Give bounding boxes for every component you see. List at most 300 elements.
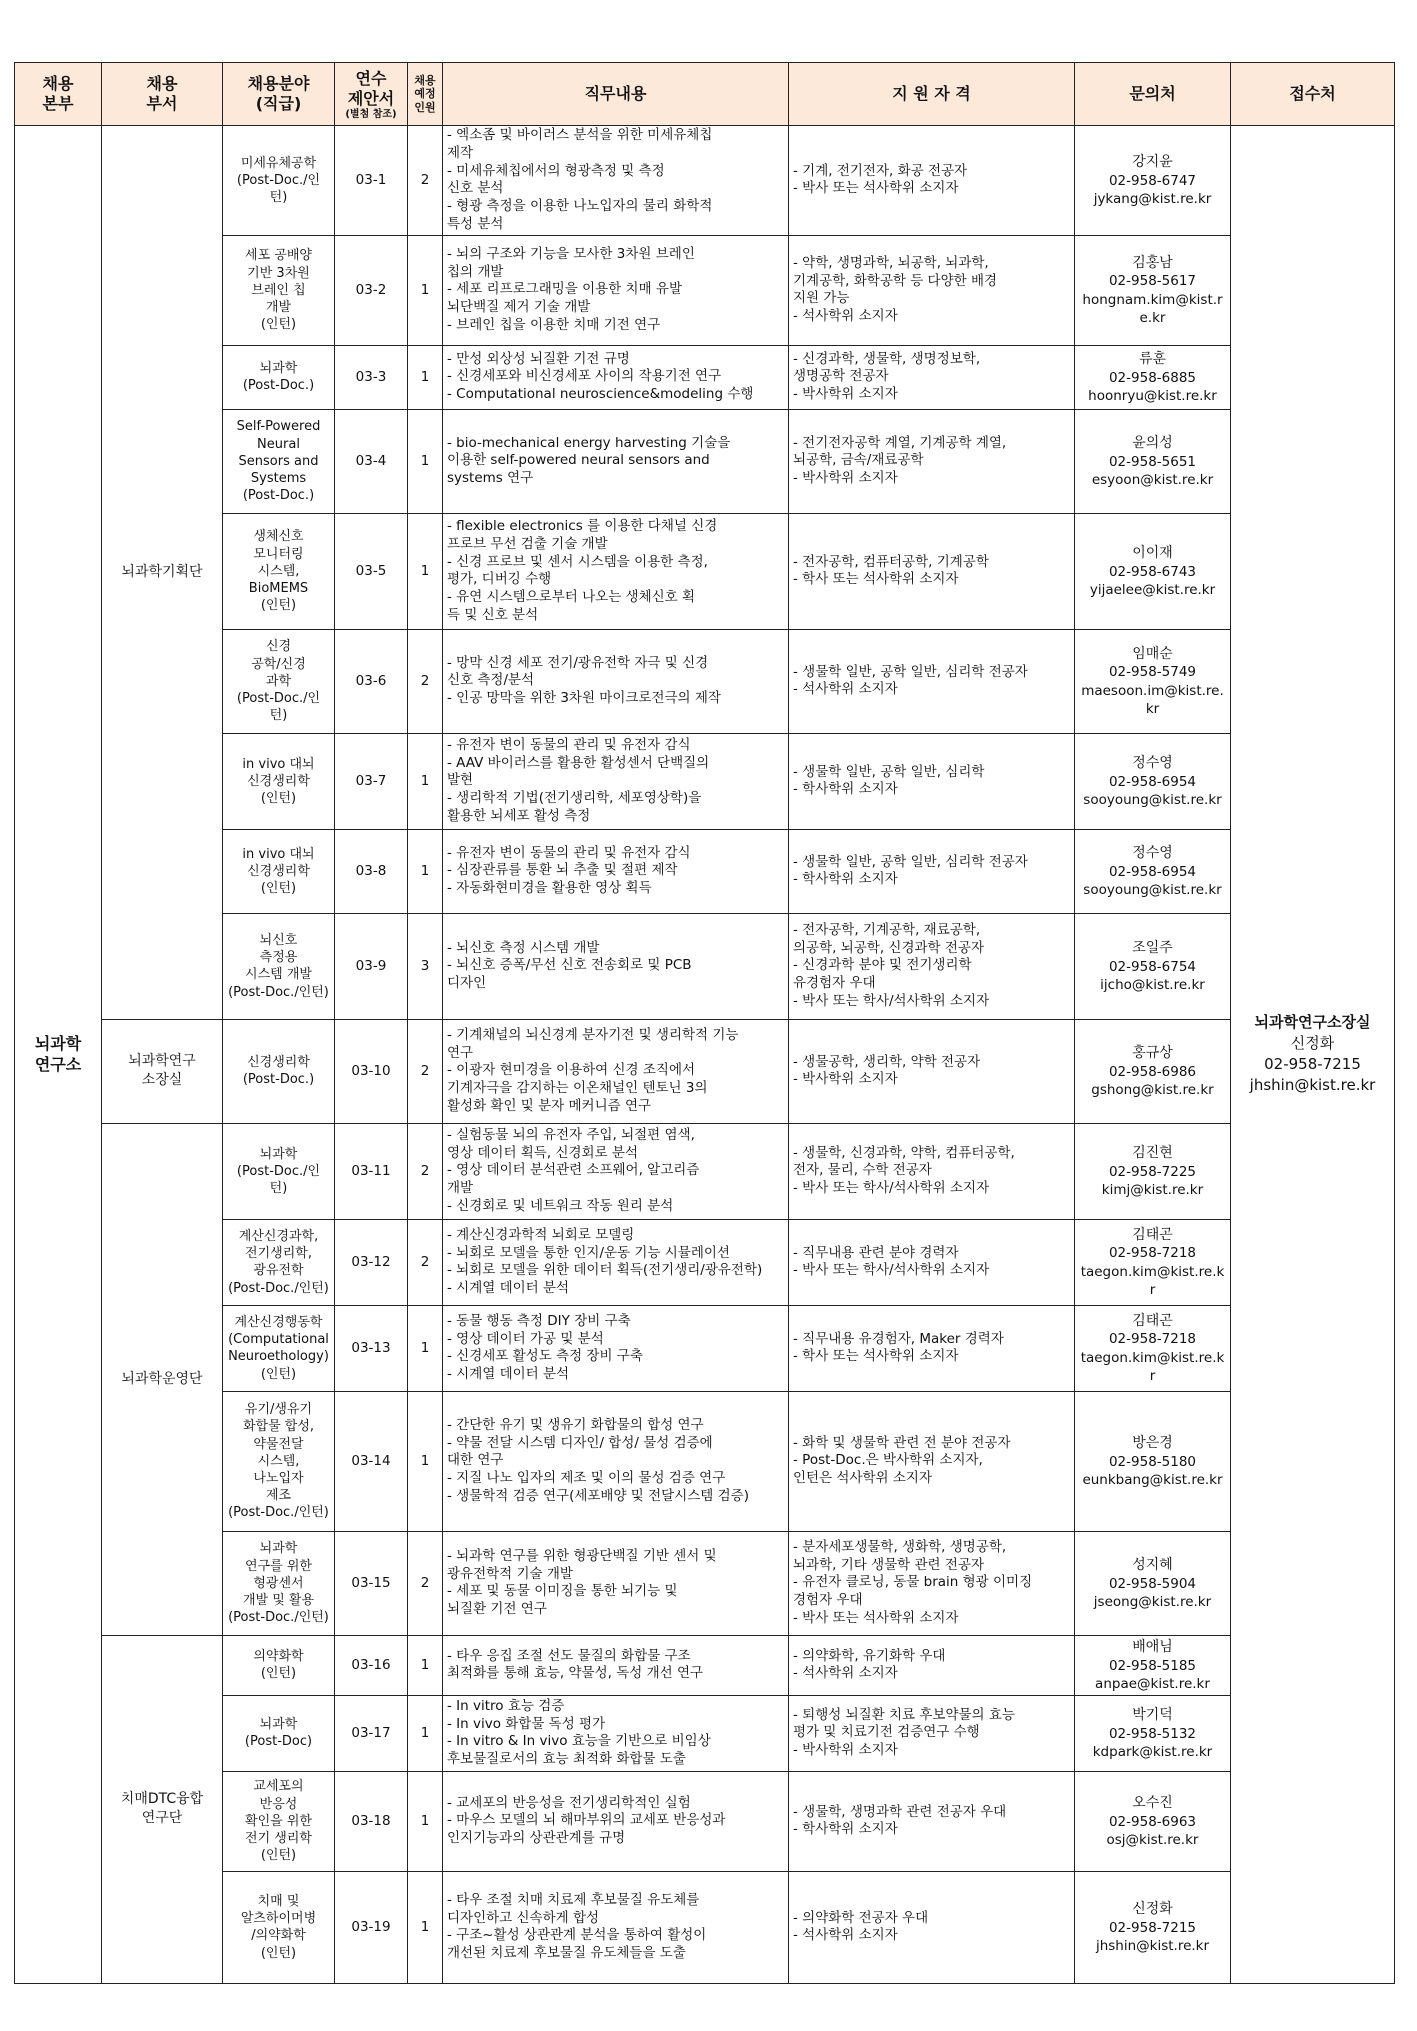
qualification-item: - 생물학 일반, 공학 일반, 심리학 전공자 [793,853,1028,870]
duties-cell [443,1635,789,1695]
qualifications-cell [789,1635,1075,1695]
field-cell [223,126,335,236]
duty-item: - 실험동물 뇌의 유전자 주입, 뇌절편 염색, 영상 데이터 획득, 신경회로 분석 [447,1126,695,1161]
header-proposal: 연수 제안서 (별첨 참조) [335,63,408,126]
duty-item: - 타우 조절 치매 치료제 후보물질 유도체를 디자인하고 신속하게 합성 [447,1891,700,1926]
qualification-item: - 박사 또는 석사학위 소지자 [793,180,959,197]
hq-label: 뇌과학 연구소 [34,1033,82,1075]
field-cell [223,629,335,733]
contact-email: gshong@kist.re.kr [1091,1081,1214,1098]
qualification-item: - 기계, 전기전자, 화공 전공자 [793,162,968,179]
duty-item: - 미세유체칩에서의 형광측정 및 측정 신호 분석 [447,162,665,197]
field-label: 교세포의 반응성 확인을 위한 전기 생리학 (인턴) [245,1779,312,1864]
hire-count: 1 [408,1391,443,1531]
contact-phone: 02-958-5185 [1108,1657,1197,1674]
hire-count: 1 [408,1871,443,1983]
duty-item: - 신경회로 및 네트워크 작동 원리 분석 [447,1198,674,1215]
contact-email: sooyoung@kist.re.kr [1083,791,1222,808]
field-cell [223,1531,335,1635]
duty-item: - bio-mechanical energy harvesting 기술을 이용한 self-powered neural sensors and systems 연구 [447,434,731,487]
duty-item: - In vivo 화합물 독성 평가 [447,1715,606,1732]
header-receipt: 접수처 [1231,63,1395,126]
contact-phone: 02-958-5651 [1108,453,1197,470]
duty-item: - 유연 시스템으로부터 나오는 생체신호 획 득 및 신호 분석 [447,589,696,623]
contact-email: hongnam.kim@kist.re.kr [1082,291,1223,326]
duty-item: - 심장관류를 통환 뇌 추출 및 절편 제작 [447,862,678,879]
contact-email: jykang@kist.re.kr [1093,190,1212,207]
contact-name: 방은경 [1132,1434,1173,1451]
hire-count: 1 [408,733,443,829]
hire-count: 1 [408,1635,443,1695]
field-label: 미세유체공학 (Post-Doc./인 턴) [236,155,321,206]
contact-name: 이이재 [1132,544,1173,561]
field-cell [223,1219,335,1305]
contact-email: jseong@kist.re.kr [1093,1593,1212,1610]
contact-phone: 02-958-7218 [1108,1331,1197,1348]
field-cell [223,345,335,409]
duties-cell [443,1391,789,1531]
field-cell [223,913,335,1019]
contact-email: sooyoung@kist.re.kr [1083,881,1222,898]
table-row [15,1019,1395,1123]
qualifications-cell [789,409,1075,513]
qualification-item: - 퇴행성 뇌질환 치료 후보약물의 효능 평가 및 치료기전 검증연구 수행 [793,1706,1015,1741]
duty-item: - flexible electronics 를 이용한 다채널 신경 프로브 무선 검출 기술 개발 [447,517,718,552]
proposal-code: 03-15 [335,1531,408,1635]
proposal-code: 03-2 [335,235,408,345]
hire-count: 1 [408,1695,443,1771]
hire-count: 1 [408,1771,443,1871]
proposal-code: 03-3 [335,345,408,409]
hire-count: 2 [408,629,443,733]
field-label: 계산신경과학, 전기생리학, 광유전학 (Post-Doc./인턴) [228,1229,329,1296]
proposal-code: 03-1 [335,126,408,236]
field-label: 뇌과학 (Post-Doc) [244,1717,313,1750]
field-label: 뇌과학 연구를 위한 형광센서 개발 및 활용 (Post-Doc./인턴) [228,1541,329,1626]
table-row [15,1123,1395,1219]
contact-cell [1075,1305,1231,1391]
proposal-code: 03-9 [335,913,408,1019]
qualification-item: - 생물학 일반, 공학 일반, 심리학 [793,763,985,780]
qualification-item: - 학사 또는 석사학위 소지자 [793,571,959,588]
qualification-item: - 학사학위 소지자 [793,1821,898,1838]
qualifications-cell [789,1771,1075,1871]
duty-item: - 인공 망막을 위한 3차원 마이크로전극의 제작 [447,690,721,707]
hire-count: 2 [408,1123,443,1219]
header-field: 채용분야 (직급) [223,63,335,126]
duty-item: - 뇌신호 측정 시스템 개발 [447,939,600,956]
field-label: in vivo 대뇌 신경생리학 (인턴) [242,756,315,806]
duty-item: - 생물학적 검증 연구(세포배양 및 전달시스템 검증) [447,1488,749,1505]
duty-item: - 기계채널의 뇌신경계 분자기전 및 생리학적 기능 연구 [447,1026,739,1061]
dept-label: 뇌과학운영단 [121,1370,203,1387]
qualification-item: - 석사학위 소지자 [793,1665,898,1682]
qualification-item: - 생물학 일반, 공학 일반, 심리학 전공자 [793,663,1028,680]
contact-phone: 02-958-5180 [1108,1453,1197,1470]
duties-cell [443,1695,789,1771]
hire-count: 2 [408,1219,443,1305]
contact-phone: 02-958-7218 [1108,1245,1197,1262]
field-label: 뇌신호 측정용 시스템 개발 (Post-Doc./인턴) [228,933,329,1000]
duty-item: - 간단한 유기 및 생유기 화합물의 합성 연구 [447,1416,704,1433]
qualifications-cell [789,1219,1075,1305]
qualifications-cell [789,345,1075,409]
contact-name: 신정화 [1132,1900,1173,1917]
duties-cell [443,1871,789,1983]
duty-item: - 망막 신경 세포 전기/광유전학 자극 및 신경 신호 측정/분석 [447,654,709,689]
contact-email: ijcho@kist.re.kr [1100,976,1205,993]
proposal-code: 03-11 [335,1123,408,1219]
qualification-item: - 학사 또는 석사학위 소지자 [793,1348,959,1365]
dept-label: 뇌과학기획단 [121,563,203,580]
duties-cell [443,409,789,513]
duty-item: - 구조~활성 상관관계 분석을 통하여 활성이 개선된 치료제 후보물질 유도체들을 도출 [447,1927,707,1962]
contact-phone: 02-958-6954 [1108,773,1197,790]
proposal-code: 03-10 [335,1019,408,1123]
proposal-code: 03-16 [335,1635,408,1695]
contact-phone: 02-958-6986 [1108,1063,1197,1080]
duty-item: - In vitro & In vivo 효능을 기반으로 비임상 후보물질로서의 효능 최적화 화합물 도출 [447,1733,711,1768]
duty-item: - 교세포의 반응성을 전기생리학적인 실험 [447,1794,691,1811]
field-cell [223,1123,335,1219]
proposal-code: 03-4 [335,409,408,513]
duty-item: - 세포 및 동물 이미징을 통한 뇌기능 및 뇌질환 기전 연구 [447,1583,678,1618]
field-cell [223,829,335,913]
duty-item: - 타우 응집 조절 선도 물질의 화합물 구조 최적화를 통해 효능, 약물성, 독성 개선 연구 [447,1647,704,1682]
field-cell [223,733,335,829]
contact-name: 정수영 [1132,754,1173,771]
contact-phone: 02-958-6954 [1108,863,1197,880]
qualification-item: - 박사학위 소지자 [793,470,898,487]
contact-phone: 02-958-6743 [1108,563,1197,580]
header-hq: 채용 본부 [15,63,102,126]
duty-item: - 자동화현미경을 활용한 영상 획득 [447,880,652,897]
qualification-item: - 생물학, 신경과학, 약학, 컴퓨터공학, 전자, 물리, 수학 전공자 [793,1144,1015,1179]
proposal-code: 03-13 [335,1305,408,1391]
duty-item: - 약물 전달 시스템 디자인/ 합성/ 물성 검증에 대한 연구 [447,1434,713,1469]
field-label: Self-Powered Neural Sensors and Systems (Post-Doc.) [236,419,321,504]
contact-name: 윤의성 [1132,434,1173,451]
duty-item: - 신경세포 활성도 측정 장비 구축 [447,1348,643,1365]
header-count: 채용 예정 인원 [408,63,443,126]
contact-cell [1075,1871,1231,1983]
field-label: 의약화학 (인턴) [253,1649,304,1682]
qualification-item: - 분자세포생물학, 생화학, 생명공학, 뇌과학, 기타 생물학 관련 전공자 [793,1538,1007,1573]
qualification-item: - 박사 또는 학사/석사학위 소지자 [793,1180,990,1197]
contact-name: 임매순 [1132,645,1173,662]
contact-cell [1075,126,1231,236]
contact-cell [1075,409,1231,513]
field-cell [223,1771,335,1871]
duty-item: - 뇌과학 연구를 위한 형광단백질 기반 센서 및 광유전학적 기술 개발 [447,1547,717,1582]
hire-count: 1 [408,409,443,513]
duties-cell [443,1123,789,1219]
contact-phone: 02-958-6963 [1108,1813,1197,1830]
duties-cell [443,913,789,1019]
contact-name: 강지윤 [1132,153,1173,170]
duty-item: - 영상 데이터 분석관련 소프웨어, 알고리즘 개발 [447,1162,700,1197]
qualification-item: - 박사 또는 석사학위 소지자 [793,1610,959,1627]
contact-cell [1075,829,1231,913]
table-row [15,1635,1395,1695]
contact-cell [1075,1695,1231,1771]
dept-cell [102,1635,223,1983]
qualification-item: - Post-Doc.은 박사학위 소지자, 인턴은 석사학위 소지자 [793,1452,983,1487]
duty-item: - 뇌회로 모델을 위한 데이터 획득(전기생리/광유전학) [447,1262,763,1279]
field-cell [223,235,335,345]
contact-email: jhshin@kist.re.kr [1095,1937,1210,1954]
qualifications-cell [789,733,1075,829]
qualification-item: - 의약화학 전공자 우대 [793,1909,929,1926]
field-label: 뇌과학 (Post-Doc./인 턴) [236,1146,321,1196]
qualifications-cell [789,629,1075,733]
contact-email: eunkbang@kist.re.kr [1082,1471,1223,1488]
contact-cell [1075,345,1231,409]
qualifications-cell [789,1019,1075,1123]
contact-cell [1075,1019,1231,1123]
duties-cell [443,235,789,345]
receipt-cell [1231,126,1395,1984]
qualification-item: - 화학 및 생물학 관련 전 분야 전공자 [793,1434,1011,1451]
qualifications-cell [789,1871,1075,1983]
proposal-code: 03-14 [335,1391,408,1531]
field-cell [223,513,335,629]
qualifications-cell [789,829,1075,913]
header-qualifications: 지 원 자 격 [789,63,1075,126]
contact-cell [1075,1391,1231,1531]
field-label: 신경생리학 (Post-Doc.) [242,1055,315,1088]
duty-item: - 영상 데이터 가공 및 분석 [447,1330,604,1347]
qualification-item: - 생물공학, 생리학, 약학 전공자 [793,1053,981,1070]
qualification-item: - 박사 또는 학사/석사학위 소지자 [793,993,990,1010]
contact-email: hoonryu@kist.re.kr [1088,387,1217,404]
duties-cell [443,1531,789,1635]
field-label: 계산신경행동학 (Computational Neuroethology) (인턴) [228,1315,329,1382]
contact-cell [1075,513,1231,629]
recruitment-table [14,62,1395,1984]
dept-cell [102,1019,223,1123]
hire-count: 3 [408,913,443,1019]
qualification-item: - 박사학위 소지자 [793,1071,898,1088]
qualification-item: - 직무내용 유경험자, Maker 경력자 [793,1330,1004,1347]
hire-count: 1 [408,235,443,345]
contact-email: kimj@kist.re.kr [1101,1181,1204,1198]
hire-count: 2 [408,126,443,236]
duty-item: - 지질 나노 입자의 제조 및 이의 물성 검증 연구 [447,1470,726,1487]
contact-cell [1075,1635,1231,1695]
contact-cell [1075,1531,1231,1635]
contact-name: 박기덕 [1132,1706,1173,1723]
duty-item: - In vitro 효능 검증 [447,1697,565,1714]
contact-name: 김홍남 [1132,254,1173,271]
contact-cell [1075,1219,1231,1305]
qualification-item: - 학사학위 소지자 [793,781,898,798]
contact-phone: 02-958-5132 [1108,1725,1197,1742]
hire-count: 1 [408,345,443,409]
proposal-code: 03-18 [335,1771,408,1871]
duty-item: - 신경 프로브 및 센서 시스템을 이용한 측정, 평가, 디버깅 수행 [447,553,708,588]
contact-phone: 02-958-6754 [1108,958,1197,975]
receipt-email: jhshin@kist.re.kr [1249,1076,1376,1095]
contact-cell [1075,1123,1231,1219]
contact-name: 김태곤 [1132,1312,1173,1329]
qualification-item: - 유전자 클로닝, 동물 brain 형광 이미징 경험자 우대 [793,1574,1033,1609]
table-header-row [15,63,1395,126]
qualification-item: - 생물학, 생명과학 관련 전공자 우대 [793,1803,1007,1820]
duty-item: - AAV 바이러스를 활용한 활성센서 단백질의 발현 [447,754,710,789]
duties-cell [443,513,789,629]
hire-count: 1 [408,513,443,629]
contact-phone: 02-958-5617 [1108,273,1197,290]
duty-item: - 뇌회로 모델을 통한 인지/운동 기능 시뮬레이션 [447,1244,730,1261]
qualifications-cell [789,913,1075,1019]
contact-email: osj@kist.re.kr [1106,1831,1199,1848]
contact-phone: 02-958-6885 [1108,369,1197,386]
header-contact: 문의처 [1075,63,1231,126]
field-label: 치매 및 알츠하이머병 /의약화학 (인턴) [240,1894,317,1961]
qualification-item: - 전자공학, 컴퓨터공학, 기계공학 [793,553,989,570]
qualification-item: - 석사학위 소지자 [793,308,898,325]
contact-phone: 02-958-5749 [1108,664,1197,681]
duty-item: - Computational neuroscience&modeling 수행 [447,386,754,403]
dept-label: 뇌과학연구 소장실 [128,1052,196,1089]
duty-item: - 유전자 변이 동물의 관리 및 유전자 감식 [447,736,691,753]
proposal-code: 03-8 [335,829,408,913]
contact-name: 조일주 [1132,939,1173,956]
hire-count: 1 [408,829,443,913]
duty-item: - 뇌의 구조와 기능을 모사한 3차원 브레인 칩의 개발 [447,245,695,280]
duties-cell [443,1305,789,1391]
dept-cell [102,126,223,1020]
qualifications-cell [789,235,1075,345]
qualification-item: - 신경과학 분야 및 전기생리학 유경험자 우대 [793,957,972,992]
contact-email: taegon.kim@kist.re.kr [1080,1349,1225,1384]
qualifications-cell [789,1123,1075,1219]
duties-cell [443,1019,789,1123]
contact-cell [1075,1771,1231,1871]
qualifications-cell [789,1695,1075,1771]
contact-name: 정수영 [1132,844,1173,861]
duty-item: - 시계열 데이터 분석 [447,1366,570,1383]
proposal-code: 03-5 [335,513,408,629]
contact-name: 오수진 [1132,1794,1173,1811]
field-label: 유기/생유기 화합물 합성, 약물전달 시스템, 나노입자 제조 (Post-Doc./인턴) [228,1402,329,1521]
qualification-item: - 직무내용 관련 분야 경력자 [793,1244,959,1261]
qualification-item: - 전자공학, 기계공학, 재료공학, 의공학, 뇌공학, 신경과학 전공자 [793,921,984,956]
contact-name: 배애님 [1132,1638,1173,1655]
qualification-item: - 박사학위 소지자 [793,1742,898,1759]
qualification-item: - 전기전자공학 계열, 기계공학 계열, 뇌공학, 금속/재료공학 [793,434,1007,469]
qualification-item: - 석사학위 소지자 [793,681,898,698]
contact-email: taegon.kim@kist.re.kr [1080,1263,1225,1298]
contact-name: 김태곤 [1132,1226,1173,1243]
duty-item: - 브레인 칩을 이용한 치매 기전 연구 [447,317,661,334]
header-dept: 채용 부서 [102,63,223,126]
duties-cell [443,829,789,913]
proposal-code: 03-7 [335,733,408,829]
duty-item: - 형광 측정을 이용한 나노입자의 물리 화학적 특성 분석 [447,198,713,233]
contact-phone: 02-958-7225 [1108,1163,1197,1180]
duties-cell [443,126,789,236]
field-label: in vivo 대뇌 신경생리학 (인턴) [242,846,315,896]
contact-cell [1075,913,1231,1019]
table-row [15,126,1395,236]
qualifications-cell [789,1531,1075,1635]
duty-item: - 만성 외상성 뇌질환 기전 규명 [447,350,630,367]
duty-item: - 뇌신호 증폭/무선 신호 전송회로 및 PCB 디자인 [447,957,692,992]
field-cell [223,409,335,513]
contact-cell [1075,629,1231,733]
proposal-code: 03-17 [335,1695,408,1771]
qualification-item: - 석사학위 소지자 [793,1927,898,1944]
proposal-code: 03-12 [335,1219,408,1305]
duty-item: - 세포 리프로그래밍을 이용한 치매 유발 뇌단백질 제거 기술 개발 [447,281,682,316]
duties-cell [443,345,789,409]
dept-cell [102,1123,223,1635]
qualification-item: - 의약화학, 유기화학 우대 [793,1647,946,1664]
contact-name: 성지혜 [1132,1556,1173,1573]
duty-item: - 유전자 변이 동물의 관리 및 유전자 감식 [447,844,691,861]
field-cell [223,1019,335,1123]
qualification-item: - 박사 또는 학사/석사학위 소지자 [793,1262,990,1279]
contact-email: yijaelee@kist.re.kr [1089,581,1216,598]
hq-cell [15,126,102,1984]
contact-cell [1075,235,1231,345]
field-cell [223,1305,335,1391]
contact-cell [1075,733,1231,829]
field-cell [223,1391,335,1531]
contact-email: maesoon.im@kist.re.kr [1081,682,1224,717]
qualifications-cell [789,513,1075,629]
qualification-item: - 박사학위 소지자 [793,386,898,403]
contact-name: 류훈 [1138,350,1167,367]
qualifications-cell [789,126,1075,236]
qualifications-cell [789,1305,1075,1391]
duty-item: - 신경세포와 비신경세포 사이의 작용기전 연구 [447,368,722,385]
dept-label: 치매DTC융합 연구단 [120,1790,204,1827]
receipt-name: 신정화 [1290,1034,1335,1053]
duty-item: - 이광자 현미경을 이용하여 신경 조직에서 기계자극을 감지하는 이온채널인 텐토닌 3의 활성화 확인 및 분자 메커니즘 연구 [447,1062,708,1115]
duty-item: - 생리학적 기법(전기생리학, 세포영상학)을 활용한 뇌세포 활성 측정 [447,790,702,825]
hire-count: 2 [408,1531,443,1635]
duties-cell [443,733,789,829]
duties-cell [443,1219,789,1305]
field-label: 생체신호 모니터링 시스템, BioMEMS (인턴) [248,529,309,614]
contact-email: kdpark@kist.re.kr [1092,1743,1213,1760]
field-cell [223,1695,335,1771]
qualification-item: - 신경과학, 생물학, 생명정보학, 생명공학 전공자 [793,350,981,385]
duty-item: - 마우스 모델의 뇌 해마부위의 교세포 반응성과 인지기능과의 상관관계를 규명 [447,1812,726,1847]
qualification-item: - 학사학위 소지자 [793,871,898,888]
contact-phone: 02-958-6747 [1108,172,1197,189]
duty-item: - 엑소좀 및 바이러스 분석을 위한 미세유체칩 제작 [447,127,713,161]
qualification-item: - 약학, 생명과학, 뇌공학, 뇌과학, 기계공학, 화학공학 등 다양한 배경 지원 가능 [793,254,998,307]
contact-email: esyoon@kist.re.kr [1091,471,1214,488]
duties-cell [443,1771,789,1871]
duty-item: - 시계열 데이터 분석 [447,1280,570,1297]
contact-name: 김진현 [1132,1144,1173,1161]
proposal-code: 03-19 [335,1871,408,1983]
receipt-office: 뇌과학연구소장실 [1254,1013,1371,1032]
receipt-phone: 02-958-7215 [1264,1055,1361,1074]
field-cell [223,1635,335,1695]
qualifications-cell [789,1391,1075,1531]
field-label: 신경 공학/신경 과학 (Post-Doc./인 턴) [236,639,321,724]
field-label: 뇌과학 (Post-Doc.) [242,361,315,394]
hire-count: 1 [408,1305,443,1391]
proposal-code: 03-6 [335,629,408,733]
hire-count: 2 [408,1019,443,1123]
